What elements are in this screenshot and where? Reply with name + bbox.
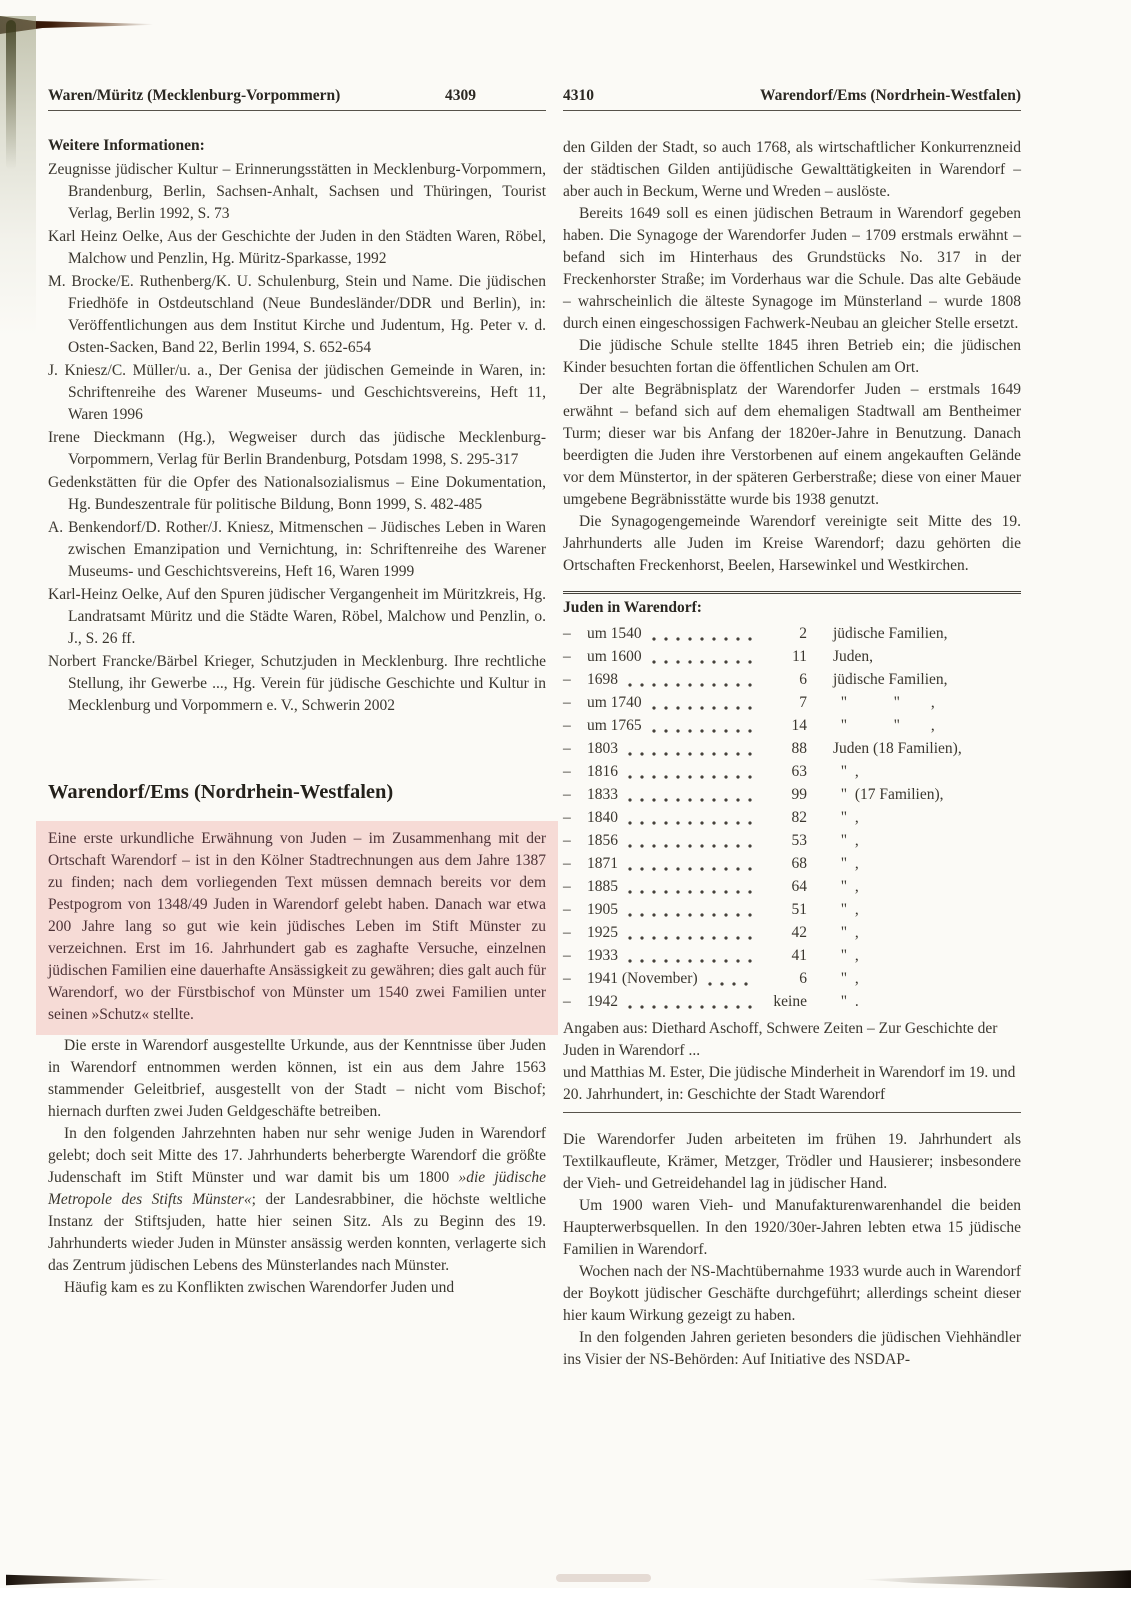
scan-bottom-white-strip [0,1588,1131,1600]
paragraph: Die Warendorfer Juden arbeiteten im frühen 19. Jahrhundert als Textilkaufleute, Krämer, Metzger, Trödler und Hausierer; insbesondere der Vieh- und Getreidehandel lag in jüdischer Hand. [563,1131,1021,1192]
row-year: 1933 [587,947,618,964]
paragraph: Die Synagogengemeinde Warendorf vereinigte seit Mitte des 19. Jahrhunderts alle Juden im Kreise Warendorf; dazu gehörten die Ortschaften Freckenhorst, Beelen, Harsewinkel und Westkirchen. [563,513,1021,574]
row-count: 68 [791,855,807,872]
row-year: um 1740 [587,694,642,711]
dot-leader [628,866,755,872]
scan-artifact-bottom-left-wedge [6,1572,171,1586]
bibliography-entry: Zeugnisse jüdischer Kultur – Erinnerungsstätten in Mecklenburg-Vorpommern, Brandenburg, Berlin, Sachsen-Anhalt, Sachsen und Thüringen, Tourist Verlag, Berlin 1992, S. 73 [48,161,546,222]
row-note: " , [833,947,859,964]
row-count: 53 [791,832,807,849]
bibliography-entry: M. Brocke/E. Ruthenberg/K. U. Schulenburg, Stein und Name. Die jüdischen Friedhöfe in Ostdeutschland (Neue Bundesländer/DDR und Berlin), in: Veröffentlichungen aus dem Institut Kirche und Judentum, Hg. Peter v. d. Osten-Sacken, Band 22, Berlin 1994, S. 652-654 [48,273,546,356]
row-note: " . [833,993,859,1010]
row-note: " , [833,901,859,918]
row-year: 1803 [587,740,618,757]
row-year: 1833 [587,786,618,803]
row-count: 42 [791,924,807,941]
row-count: 41 [791,947,807,964]
population-table-row [563,945,1021,968]
highlighted-paragraph: Eine erste urkundliche Erwähnung von Juden – im Zusammenhang mit der Ortschaft Warendorf – ist in den Kölner Stadtrechnungen aus dem Jahre 1387 zu finden; nach dem vorliegenden Text müssen demnach bereits vor dem Pestpogrom von 1348/49 Juden in Warendorf gelebt haben. Danach war etwa 200 Jahre lang so gut wie kein jüdisches Leben im Stift Münster zu verzeichnen. Erst im 16. Jahrhundert gab es zaghafte Versuche, einzelnen jüdischen Familien eine dauerhafte Ansässigkeit zu gewähren; dies galt auch für Warendorf, wo der Fürstbischof von Münster um 1540 zwei Familien unter seinen »Schutz« stellte. [36,821,558,1035]
header-rule-left [48,110,546,111]
row-year: 1885 [587,878,618,895]
dot-leader [628,958,755,964]
row-count: 51 [791,901,807,918]
row-count: keine [773,993,807,1010]
population-table-row [563,922,1021,945]
dot-leader [628,774,755,780]
row-dash-marker: – [563,625,571,642]
dot-leader [628,889,755,895]
scan-artifact-bottom-smudge [556,1574,651,1582]
row-note: " " , [833,717,935,734]
dot-leader [628,843,755,849]
dot-leader [628,935,755,941]
row-note: " , [833,924,859,941]
row-year: 1816 [587,763,618,780]
paragraph: Häufig kam es zu Konflikten zwischen Warendorfer Juden und [64,1279,455,1296]
population-table-row [563,853,1021,876]
bibliography-list [48,159,546,717]
row-dash-marker: – [563,947,571,964]
row-dash-marker: – [563,717,571,734]
dot-leader [628,751,755,757]
population-table-heading: Juden in Warendorf: [563,599,702,616]
population-table-rows [563,623,1021,1014]
row-year: 1905 [587,901,618,918]
row-count: 99 [791,786,807,803]
running-header-left [48,86,546,106]
dot-leader [628,682,755,688]
row-note: " , [833,878,859,895]
right-column [563,86,1021,1371]
row-dash-marker: – [563,901,571,918]
row-year: um 1600 [587,648,642,665]
row-year: 1925 [587,924,618,941]
row-year: 1856 [587,832,618,849]
left-column [48,86,546,1299]
further-information-heading: Weitere Informationen: [48,137,205,154]
row-dash-marker: – [563,671,571,688]
table-bottom-rule [563,1112,1021,1113]
header-rule-right [563,110,1021,111]
row-year: um 1765 [587,717,642,734]
section-heading-warendorf: Warendorf/Ems (Nordrhein-Westfalen) [48,781,394,803]
italic-citation: »die jüdische Metropole des Stifts Münster« [48,1169,546,1208]
row-note: " , [833,970,859,987]
row-year: 1942 [587,993,618,1010]
dot-leader [628,820,755,826]
row-dash-marker: – [563,993,571,1010]
bibliography-entry: A. Benkendorf/D. Rother/J. Kniesz, Mitmenschen – Jüdisches Leben in Waren zwischen Emanzipation und Vernichtung, in: Schriftenreihe des Warener Museums- und Geschichtsvereins, Heft 16, Waren 1999 [48,519,546,580]
row-count: 6 [799,970,807,987]
row-note: Juden, [833,648,874,665]
running-header-right [563,86,1021,106]
table-source-line: und Matthias M. Ester, Die jüdische Minderheit in Warendorf im 19. und 20. Jahrhundert, in: Geschichte der Stadt Warendorf [563,1064,1016,1103]
row-dash-marker: – [563,740,571,757]
scan-artifact-left-edge-band [0,16,36,336]
dot-leader [628,912,755,918]
row-count: 82 [791,809,807,826]
row-count: 11 [792,648,807,665]
scan-artifact-top-left-wedge [0,14,170,34]
dot-leader [628,1004,755,1010]
paragraph [48,1123,546,1277]
running-header-right-title: Warendorf/Ems (Nordrhein-Westfalen) [759,87,1021,104]
population-table-row [563,761,1021,784]
row-dash-marker: – [563,970,571,987]
row-count: 88 [791,740,807,757]
dot-leader [652,728,755,734]
row-year: 1698 [587,671,618,688]
population-table-row [563,968,1021,991]
paragraph: Die jüdische Schule stellte 1845 ihren Betrieb ein; die jüdischen Kinder besuchten fortan die öffentlichen Schulen am Ort. [563,337,1021,376]
row-year: 1941 (November) [587,970,698,987]
bibliography-entry: Norbert Francke/Bärbel Krieger, Schutzjuden in Mecklenburg. Ihre rechtliche Stellung, ihr Gewerbe ..., Hg. Verein für jüdische Geschichte und Kultur in Mecklenburg und Vorpommern e. V., Schwerin 2002 [48,653,546,714]
bibliography-entry: J. Kniesz/C. Müller/u. a., Der Genisa der jüdischen Gemeinde in Waren, in: Schriftenreihe des Warener Museums- und Geschichtsvereins, Heft 11, Waren 1996 [48,362,546,423]
bibliography-entry: Gedenkstätten für die Opfer des Nationalsozialismus – Eine Dokumentation, Hg. Bundeszentrale für politische Bildung, Bonn 1999, S. 482-485 [48,474,546,513]
scan-artifact-left-edge-streak [6,20,16,170]
table-source-line: Angaben aus: Diethard Aschoff, Schwere Zeiten – Zur Geschichte der Juden in Warendorf ... [563,1020,998,1059]
dot-leader [628,797,755,803]
population-table [563,591,1021,1113]
bibliography-entry: Karl Heinz Oelke, Aus der Geschichte der Juden in den Städten Waren, Röbel, Malchow und Penzlin, Hg. Müritz-Sparkasse, 1992 [48,228,546,267]
row-note: " , [833,855,859,872]
paragraph: Wochen nach der NS-Machtübernahme 1933 wurde auch in Warendorf der Boykott jüdischer Geschäfte durchgeführt; allerdings scheint dieser hier kaum Wirkung gezeigt zu haben. [563,1263,1021,1324]
bibliography-entry: Irene Dieckmann (Hg.), Wegweiser durch das jüdische Mecklenburg-Vorpommern, Verlag für Berlin Brandenburg, Potsdam 1998, S. 295-317 [48,429,546,468]
row-dash-marker: – [563,763,571,780]
row-dash-marker: – [563,694,571,711]
row-year: 1840 [587,809,618,826]
row-count: 14 [791,717,807,734]
paragraph-text: ; der Landesrabbiner, die höchste weltliche Instanz der Stiftsjuden, hatte hier seinen Sitz. Als zu Beginn des 19. Jahrhunderts wieder Juden in Münster ansässig werden konnten, verlagerte sich das Zentrum jüdischen Lebens des Münsterlandes nach Münster. [48,1191,547,1274]
paragraph: Um 1900 waren Vieh- und Manufakturenwarenhandel die beiden Haupterwerbsquellen. In den 1920/30er-Jahren lebten etwa 15 jüdische Familien in Warendorf. [563,1197,1021,1258]
page-number-right: 4310 [563,87,594,104]
table-top-rule [563,591,1021,594]
population-table-row [563,784,1021,807]
population-table-row [563,692,1021,715]
row-note: " (17 Familien), [833,786,944,803]
paragraph: Die erste in Warendorf ausgestellte Urkunde, aus der Kenntnisse über Juden in Warendorf entnommen werden können, ist ein aus dem Jahre 1563 stammender Geleitbrief, ausgestellt von der Stadt – nicht vom Bischof; hiernach durften zwei Juden Geldgeschäfte betreiben. [48,1037,546,1120]
row-note: " , [833,809,859,826]
row-count: 63 [791,763,807,780]
dot-leader [652,705,755,711]
dot-leader [652,636,755,642]
population-table-row [563,715,1021,738]
scan-artifact-bottom-right-edge [860,1568,1131,1590]
population-table-row [563,991,1021,1014]
dot-leader [708,981,755,987]
row-count: 6 [799,671,807,688]
row-note: " " , [833,694,935,711]
row-note: " , [833,832,859,849]
paragraph: Bereits 1649 soll es einen jüdischen Betraum in Warendorf gegeben haben. Die Synagoge der Warendorfer Juden – 1709 erstmals erwähnt – befand sich im Hinterhaus des Grundstücks No. 317 in der Freckenhorster Straße; im Vorderhaus war die Schule. Das alte Gebäude – wahrscheinlich die älteste Synagoge im Münsterland – wurde 1808 durch einen eingeschossigen Fachwerk-Neubau an gleicher Stelle ersetzt. [563,205,1021,332]
population-table-row [563,623,1021,646]
population-table-row [563,899,1021,922]
population-table-row [563,669,1021,692]
population-table-row [563,876,1021,899]
paragraph: den Gilden der Stadt, so auch 1768, als wirtschaftlicher Konkurrenzneid der städtischen Gilden antijüdische Gewalttätigkeiten in Warendorf – aber auch in Beckum, Werne und Wreden – auslöste. [563,139,1021,200]
row-note: jüdische Familien, [833,625,948,642]
population-table-row [563,807,1021,830]
row-dash-marker: – [563,924,571,941]
row-year: um 1540 [587,625,642,642]
paragraph: In den folgenden Jahren gerieten besonders die jüdischen Viehhändler ins Visier der NS-Behörden: Auf Initiative des NSDAP- [563,1329,1021,1368]
row-dash-marker: – [563,786,571,803]
population-table-row [563,646,1021,669]
paragraph-text: In den folgenden Jahrzehnten haben nur sehr wenige Juden in Warendorf gelebt; doch seit Mitte des 17. Jahrhunderts beherbergte Warendorf die größte Judenschaft im Stift Münster und war damit bis um 1800 [48,1125,546,1186]
row-dash-marker: – [563,832,571,849]
row-dash-marker: – [563,648,571,665]
row-year: 1871 [587,855,618,872]
running-header-left-title: Waren/Müritz (Mecklenburg-Vorpommern) [48,87,341,104]
row-note: " , [833,763,859,780]
page-number-left: 4309 [445,87,476,104]
population-table-row [563,830,1021,853]
row-dash-marker: – [563,878,571,895]
row-dash-marker: – [563,855,571,872]
row-note: jüdische Familien, [833,671,948,688]
row-count: 2 [799,625,807,642]
row-count: 7 [799,694,807,711]
dot-leader [652,659,755,665]
row-dash-marker: – [563,809,571,826]
row-count: 64 [791,878,807,895]
bibliography-entry: Karl-Heinz Oelke, Auf den Spuren jüdischer Vergangenheit im Müritzkreis, Hg. Landratsamt Müritz und die Städte Waren, Röbel, Malchow und Penzlin, o. J., S. 26 ff. [48,586,546,647]
row-note: Juden (18 Familien), [833,740,962,757]
population-table-row [563,738,1021,761]
paragraph: Der alte Begräbnisplatz der Warendorfer Juden – erstmals 1649 erwähnt – befand sich auf dem ehemaligen Stadtwall am Bentheimer Turm; dieser war bis Anfang der 1820er-Jahre in Benutzung. Danach beerdigten die Juden ihre Verstorbenen auf einem angekauften Gelände vor dem Münstertor, in der späteren Gerberstraße; diese von einer Mauer umgebene Begräbnisstätte wurde bis 1938 genutzt. [563,381,1021,508]
